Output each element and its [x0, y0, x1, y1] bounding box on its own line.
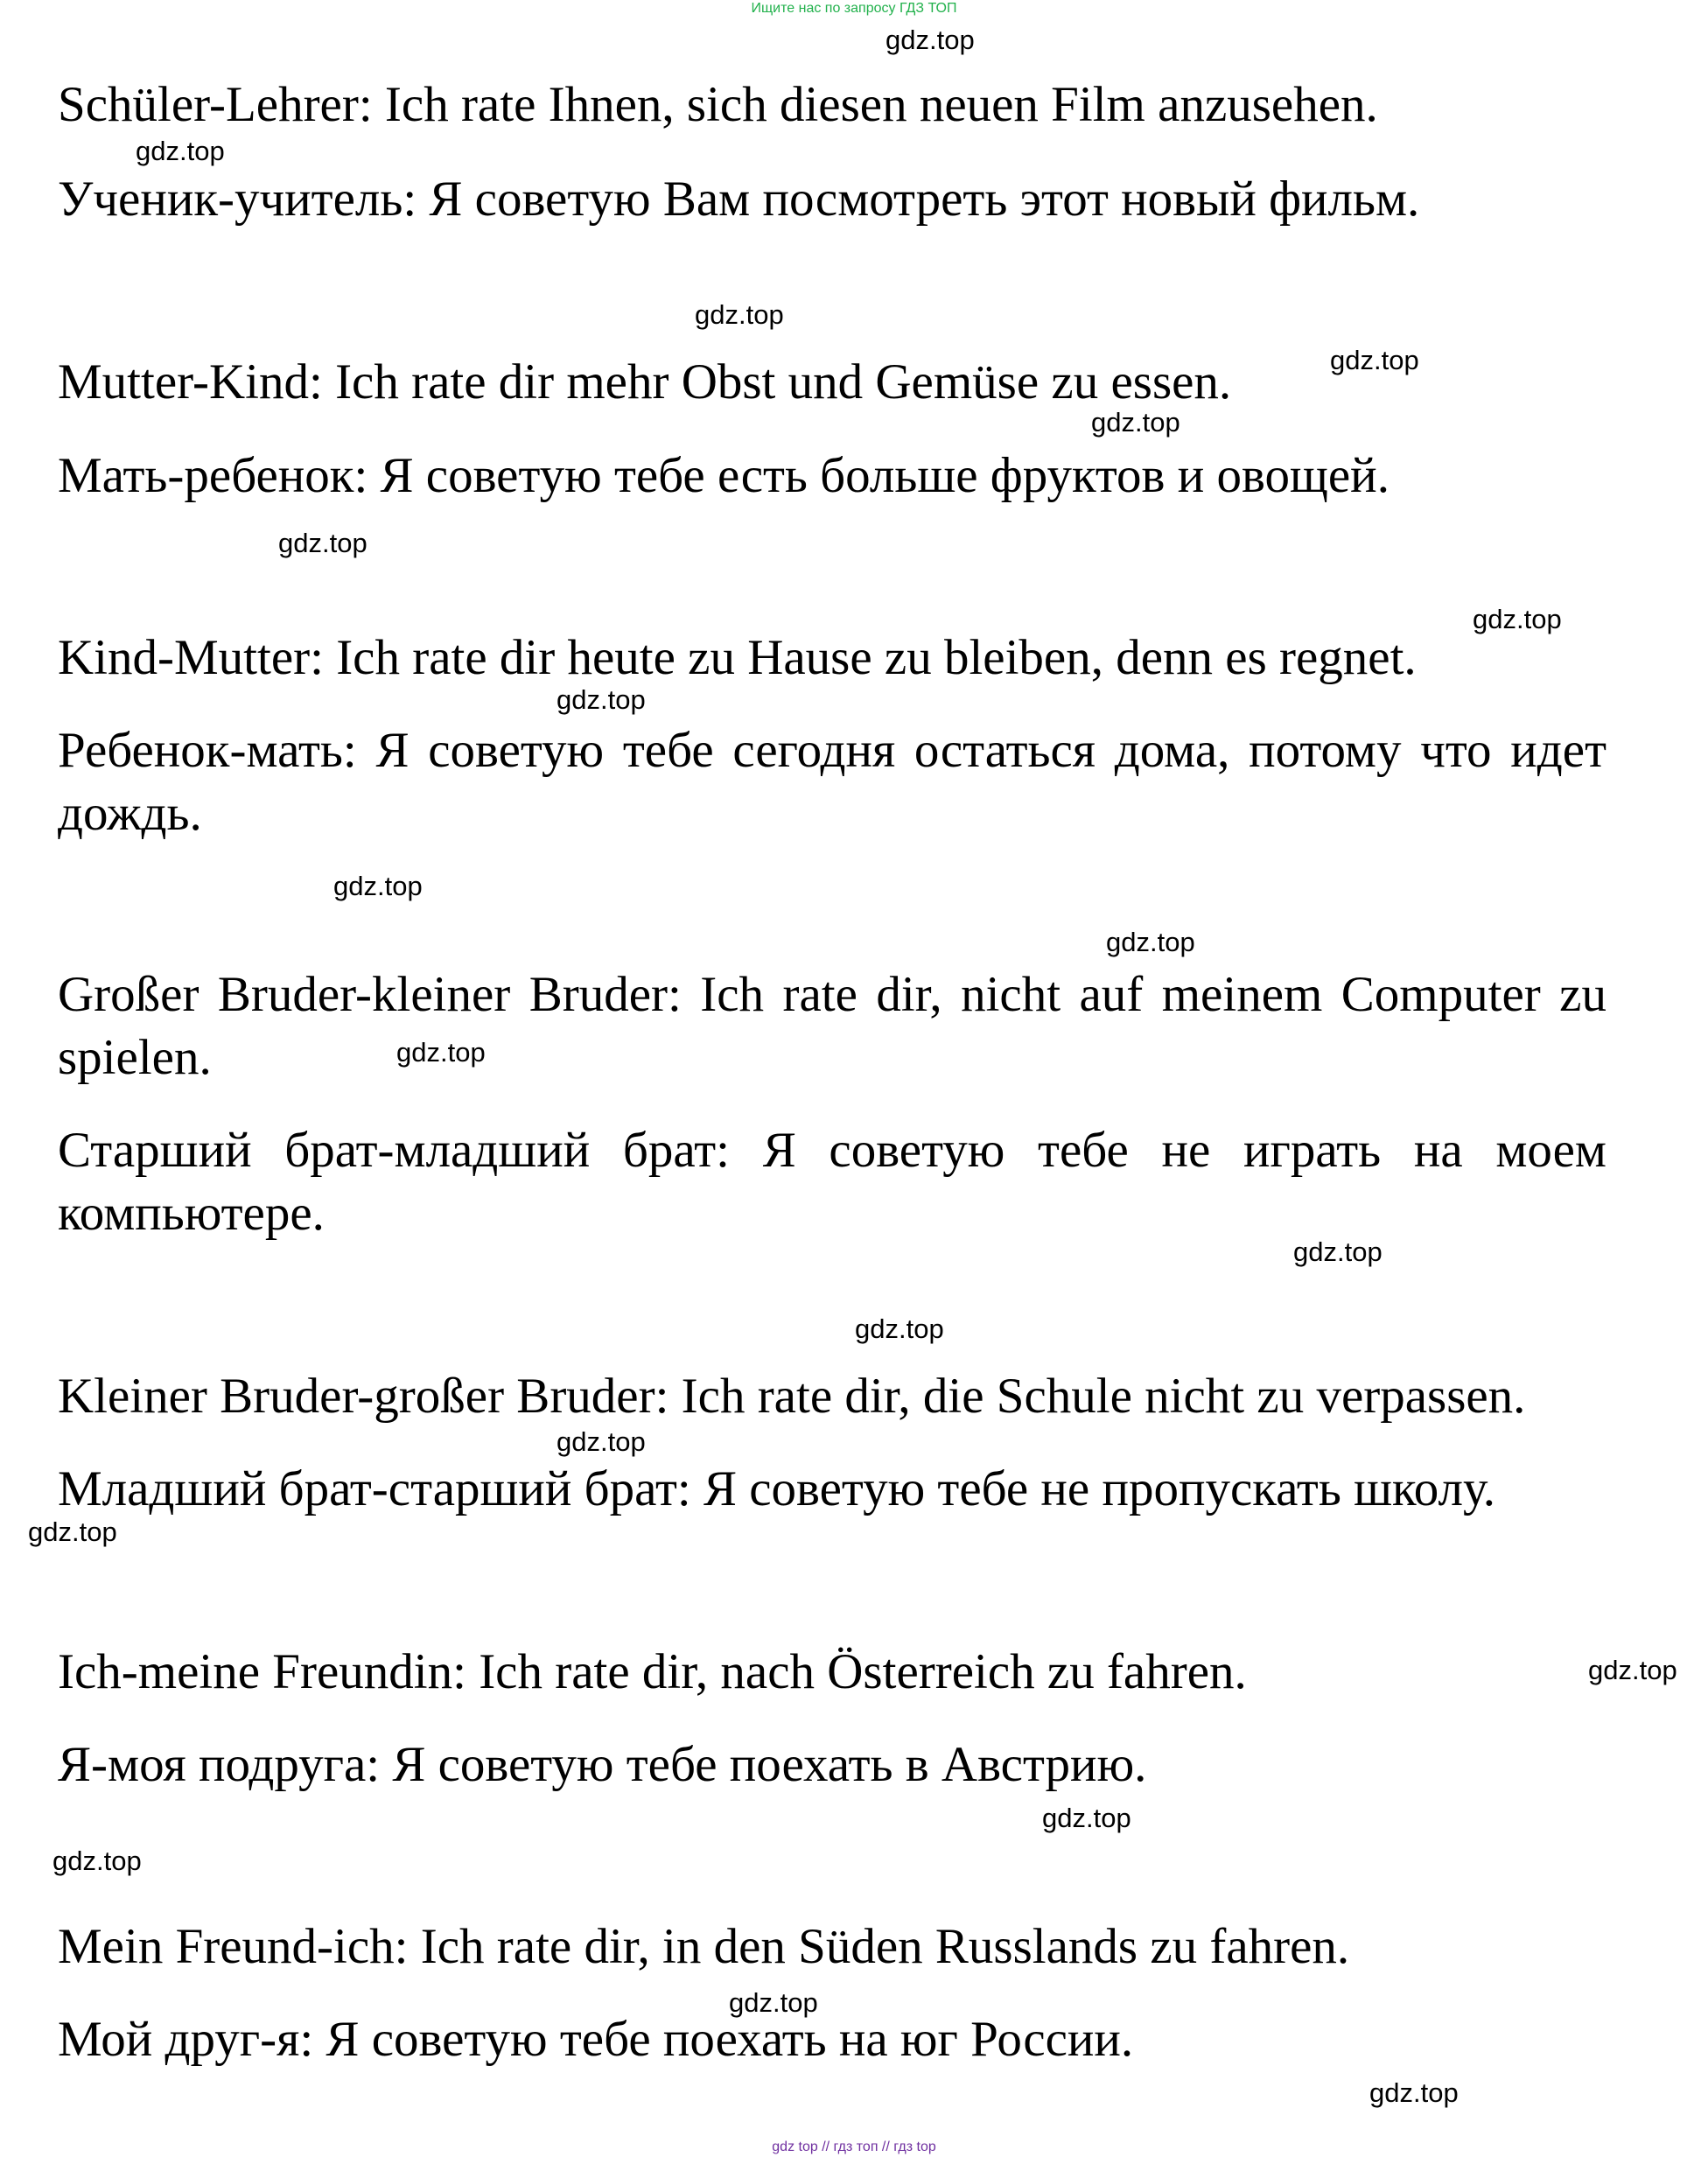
watermark: gdz.top	[695, 299, 784, 330]
watermark: gdz.top	[136, 136, 225, 166]
watermark: gdz.top	[1106, 927, 1195, 957]
watermark: gdz.top	[1369, 2077, 1459, 2108]
russian-sentence-4: Старший брат-младший брат: Я советую тебе не играть на моем компьютере.	[58, 1123, 1606, 1241]
russian-sentence-7: Мой друг-я: Я советую тебе поехать на юг России.	[58, 2012, 1134, 2067]
watermark: gdz.top	[886, 25, 975, 55]
german-sentence-3: Kind-Mutter: Ich rate dir heute zu Hause zu bleiben, denn es regnet.	[58, 630, 1417, 685]
german-sentence-2: Mutter-Kind: Ich rate dir mehr Obst und Gemüse zu essen.	[58, 354, 1232, 410]
russian-sentence-2: Мать-ребенок: Я советую тебе есть больше фруктов и овощей.	[58, 448, 1390, 503]
footer-watermark: gdz top // гдз топ // гдз top	[772, 2139, 936, 2154]
watermark: gdz.top	[855, 1313, 944, 1344]
watermark: gdz.top	[1042, 1803, 1131, 1833]
russian-sentence-5: Младший брат-старший брат: Я советую тебе не пропускать школу.	[58, 1461, 1496, 1516]
watermark: gdz.top	[333, 871, 423, 901]
watermark: gdz.top	[1293, 1236, 1382, 1267]
russian-sentence-1: Ученик-учитель: Я советую Вам посмотреть этот новый фильм.	[58, 172, 1420, 227]
russian-sentence-6: Я-моя подруга: Я советую тебе поехать в Австрию.	[58, 1737, 1147, 1792]
german-sentence-7: Mein Freund-ich: Ich rate dir, in den Süden Russlands zu fahren.	[58, 1919, 1350, 1974]
russian-sentence-3: Ребенок-мать: Я советую тебе сегодня остаться дома, потому что идет дождь.	[58, 723, 1606, 841]
watermark: gdz.top	[1091, 407, 1180, 438]
top-banner: Ищите нас по запросу ГДЗ ТОП	[751, 1, 957, 16]
german-sentence-1: Schüler-Lehrer: Ich rate Ihnen, sich diesen neuen Film anzusehen.	[58, 77, 1378, 132]
watermark: gdz.top	[52, 1845, 142, 1876]
watermark: gdz.top	[396, 1037, 486, 1068]
german-sentence-5: Kleiner Bruder-großer Bruder: Ich rate dir, die Schule nicht zu verpassen.	[58, 1369, 1526, 1424]
watermark: gdz.top	[556, 684, 646, 715]
watermark: gdz.top	[28, 1516, 117, 1547]
watermark: gdz.top	[1473, 604, 1562, 634]
watermark: gdz.top	[729, 1987, 818, 2018]
watermark: gdz.top	[1588, 1655, 1677, 1685]
german-sentence-6: Ich-meine Freundin: Ich rate dir, nach Österreich zu fahren.	[58, 1644, 1247, 1699]
german-sentence-4: Großer Bruder-kleiner Bruder: Ich rate dir, nicht auf meinem Computer zu spielen.	[58, 967, 1606, 1085]
watermark: gdz.top	[556, 1426, 646, 1457]
watermark: gdz.top	[278, 528, 368, 558]
watermark: gdz.top	[1330, 345, 1419, 375]
